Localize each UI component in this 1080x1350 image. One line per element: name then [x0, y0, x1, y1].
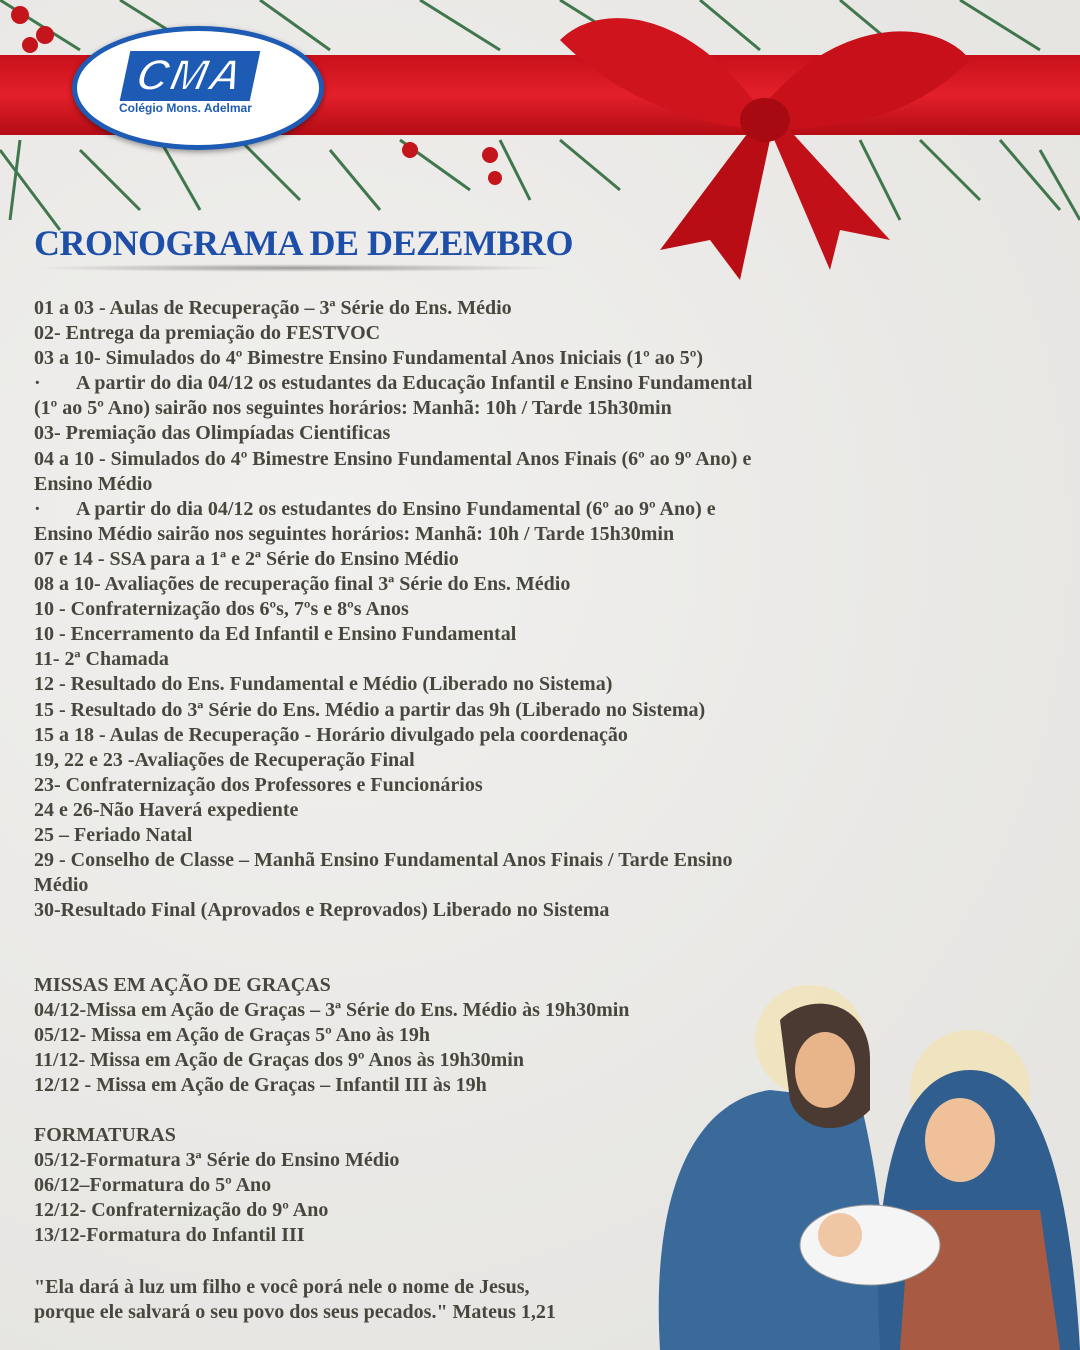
schedule-text: 03- Premiação das Olimpíadas Cientificas [34, 422, 391, 445]
formaturas-section [34, 1123, 399, 1248]
page-title: CRONOGRAMA DE DEZEMBRO [34, 223, 574, 263]
schedule-item-line [34, 723, 752, 748]
list-item: 12/12- Confraternização do 9º Ano [34, 1199, 329, 1221]
quote-line: porque ele salvará o seu povo dos seus pecados." Mateus 1,21 [34, 1301, 556, 1323]
schedule-text: 19, 22 e 23 -Avaliações de Recuperação Final [34, 748, 415, 771]
schedule-item-line [34, 873, 752, 898]
list-item: 06/12–Formatura do 5º Ano [34, 1174, 272, 1196]
schedule-item [34, 647, 752, 672]
schedule-item-line [34, 622, 752, 647]
schedule-item-line [34, 396, 752, 421]
schedule-item-line [34, 597, 752, 622]
schedule-text: 15 - Resultado do 3ª Série do Ens. Médio a partir das 9h (Liberado no Sistema) [34, 698, 706, 721]
schedule-text: Médio [34, 874, 89, 897]
schedule-text: 01 a 03 - Aulas de Recuperação – 3ª Série do Ens. Médio [34, 297, 512, 319]
schedule-text: 30-Resultado Final (Aprovados e Reprovados) Liberado no Sistema [34, 899, 610, 922]
schedule-item-line [34, 798, 752, 823]
schedule-item-line [34, 421, 752, 446]
schedule-text: A partir do dia 04/12 os estudantes do Ensino Fundamental (6º ao 9º Ano) e [76, 497, 716, 520]
schedule-text: 10 - Encerramento da Ed Infantil e Ensino Fundamental [34, 623, 517, 646]
schedule-item [34, 748, 752, 773]
schedule-item-line [34, 447, 752, 472]
schedule-text: 02- Entrega da premiação do FESTVOC [34, 322, 381, 345]
title-underline-shadow [30, 264, 560, 272]
schedule-item-line [34, 647, 752, 672]
schedule-text: 29 - Conselho de Classe – Manhã Ensino Fundamental Anos Finais / Tarde Ensino [34, 849, 733, 872]
logo-school-name: Colégio Mons. Adelmar [119, 101, 252, 115]
schedule-item-line [34, 522, 752, 547]
schedule-item [34, 622, 752, 647]
schedule-item [34, 371, 752, 421]
schedule-item-line [34, 472, 752, 497]
missas-section [34, 973, 629, 1098]
schedule-text: (1º ao 5º Ano) sairão nos seguintes horários: Manhã: 10h / Tarde 15h30min [34, 397, 672, 420]
schedule-item-line [34, 572, 752, 597]
schedule-item [34, 798, 752, 823]
schedule-item [34, 698, 752, 723]
schedule-text: 04 a 10 - Simulados do 4º Bimestre Ensino Fundamental Anos Finais (6º ao 9º Ano) e [34, 447, 752, 470]
schedule-item-line [34, 321, 752, 346]
schedule-item-line [34, 698, 752, 723]
school-logo [72, 26, 324, 150]
schedule-list [34, 296, 752, 923]
schedule-item [34, 773, 752, 798]
bible-quote [34, 1275, 556, 1325]
schedule-text: 15 a 18 - Aulas de Recuperação - Horário divulgado pela coordenação [34, 723, 628, 746]
schedule-text: Ensino Médio sairão nos seguintes horários: Manhã: 10h / Tarde 15h30min [34, 522, 675, 545]
schedule-item-line [34, 898, 752, 923]
list-item: 05/12-Formatura 3ª Série do Ensino Médio [34, 1149, 400, 1171]
schedule-item [34, 321, 752, 346]
schedule-item [34, 421, 752, 446]
schedule-text: 10 - Confraternização dos 6ºs, 7ºs e 8ºs Anos [34, 598, 409, 621]
schedule-item-line [34, 371, 752, 396]
schedule-item [34, 898, 752, 923]
list-item: 05/12- Missa em Ação de Graças 5º Ano às 19h [34, 1024, 431, 1046]
red-bow-decoration [540, 0, 980, 290]
schedule-item-line [34, 672, 752, 697]
quote-line: "Ela dará à luz um filho e você porá nele o nome de Jesus, [34, 1276, 530, 1298]
schedule-item [34, 346, 752, 371]
schedule-text: 11- 2ª Chamada [34, 648, 169, 671]
schedule-item-line [34, 748, 752, 773]
schedule-text: 07 e 14 - SSA para a 1ª e 2ª Série do Ensino Médio [34, 547, 459, 570]
schedule-item [34, 572, 752, 597]
logo-initials: CMA [120, 51, 261, 101]
schedule-item [34, 823, 752, 848]
schedule-text: 12 - Resultado do Ens. Fundamental e Médio (Liberado no Sistema) [34, 673, 613, 696]
list-item: 04/12-Missa em Ação de Graças – 3ª Série do Ens. Médio às 19h30min [34, 999, 630, 1021]
schedule-item [34, 296, 752, 321]
list-item: 11/12- Missa em Ação de Graças dos 9º Anos às 19h30min [34, 1049, 524, 1071]
schedule-text: 03 a 10- Simulados do 4º Bimestre Ensino Fundamental Anos Iniciais (1º ao 5º) [34, 347, 703, 370]
schedule-item-line [34, 497, 752, 522]
schedule-text: Ensino Médio [34, 472, 153, 495]
schedule-item [34, 547, 752, 572]
schedule-item-line [34, 547, 752, 572]
schedule-item [34, 672, 752, 697]
missas-heading: MISSAS EM AÇÃO DE GRAÇAS [34, 974, 331, 996]
schedule-text: 25 – Feriado Natal [34, 823, 193, 846]
schedule-text: 08 a 10- Avaliações de recuperação final 3ª Série do Ens. Médio [34, 573, 571, 596]
schedule-text: 24 e 26-Não Haverá expediente [34, 798, 299, 821]
schedule-item [34, 447, 752, 497]
schedule-item [34, 848, 752, 898]
schedule-item-line [34, 848, 752, 873]
schedule-item [34, 497, 752, 547]
schedule-item-line [34, 296, 752, 321]
schedule-text: 23- Confraternização dos Professores e Funcionários [34, 773, 483, 796]
formaturas-heading: FORMATURAS [34, 1124, 176, 1146]
schedule-item [34, 723, 752, 748]
bullet: · [34, 372, 41, 395]
schedule-item-line [34, 773, 752, 798]
list-item: 12/12 - Missa em Ação de Graças – Infantil III às 19h [34, 1074, 487, 1096]
schedule-text: A partir do dia 04/12 os estudantes da Educação Infantil e Ensino Fundamental [76, 372, 753, 395]
holy-family-illustration [640, 980, 1080, 1350]
bullet: · [34, 497, 41, 520]
schedule-item-line [34, 346, 752, 371]
schedule-item [34, 597, 752, 622]
schedule-item-line [34, 823, 752, 848]
list-item: 13/12-Formatura do Infantil III [34, 1224, 305, 1246]
